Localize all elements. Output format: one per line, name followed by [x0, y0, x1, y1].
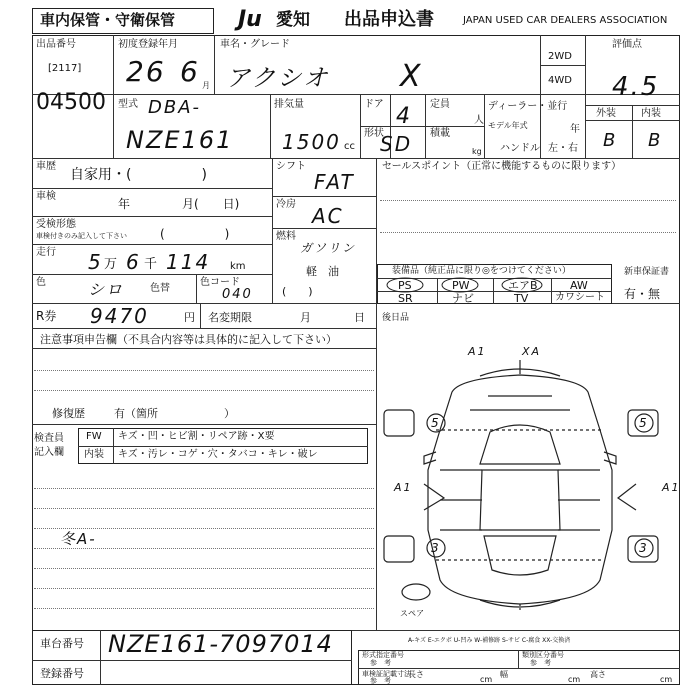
name-change-day: 日 — [354, 311, 365, 324]
capacity-unit: 人 — [474, 115, 484, 126]
inspector-handwritten: 冬A- — [60, 530, 97, 548]
equipment-label: 装備品（純正品に限り◎をつけてください） — [392, 266, 571, 276]
damage-mark-left-side: A1 — [394, 481, 413, 494]
load-unit: kg — [472, 147, 482, 156]
name-change-month: 月 — [300, 311, 311, 324]
equip-airbag: エアB — [508, 279, 538, 292]
length-unit: cm — [480, 675, 493, 684]
repair-label: 修復歴 — [52, 407, 85, 420]
interior-score: B — [648, 130, 663, 151]
size-label: 車検証記載寸法 — [362, 670, 411, 678]
damage-mark-wheel-3-right: 3 — [639, 541, 649, 555]
drive-2wd: 2WD — [548, 51, 572, 62]
warranty-options: 有・無 — [624, 287, 661, 301]
car-name-label: 車名・グレード — [220, 39, 290, 50]
name-change-label: 名変期限 — [208, 311, 252, 324]
shape-number-ref: 参 考 — [370, 659, 391, 667]
equip-pw: PW — [452, 279, 470, 292]
inspection-label: 車検 — [36, 191, 56, 202]
chassis-number: NZE161-7097014 — [108, 630, 333, 658]
model-label: 型式 — [118, 99, 138, 110]
model-year-label: モデル年式 — [488, 121, 528, 130]
model-code: NZE161 — [126, 126, 234, 154]
first-reg-month-unit: 月 — [202, 81, 210, 90]
recycle-label: R券 — [36, 309, 57, 323]
mileage-label: 走行 — [36, 247, 56, 258]
inspection-month-unit: 月( 日) — [182, 197, 240, 211]
score-label: 評価点 — [612, 39, 642, 50]
damage-mark-right-side: A1 — [662, 481, 681, 494]
reception-note: 車検付きのみ記入して下さい — [36, 232, 127, 240]
logo-place: 愛知 — [276, 10, 310, 30]
exterior-label: 外装 — [596, 108, 616, 119]
color-value: シロ — [88, 280, 125, 299]
reception-label: 受検形態 — [36, 219, 76, 230]
shift-label: シフト — [276, 161, 306, 172]
dealer-label: ディーラー・並行 — [488, 101, 568, 112]
spare-label: スペア — [400, 609, 424, 618]
english-title: JAPAN USED CAR DEALERS ASSOCIATION — [463, 15, 668, 26]
exterior-score: B — [603, 130, 618, 151]
height-unit: cm — [660, 675, 673, 684]
equip-navi: ナビ — [452, 292, 474, 305]
shape-number-label: 形式指定番号 — [362, 651, 404, 659]
car-grade-value: X — [400, 59, 423, 94]
length-label: 長さ — [408, 670, 424, 679]
ac-value: AC — [312, 204, 344, 228]
size-ref: 参 考 — [370, 677, 391, 685]
damage-mark-wheel-5-left: 5 — [431, 416, 441, 430]
model-year-unit: 年 — [570, 124, 580, 135]
inspector-interior-label: 内装 — [84, 449, 104, 460]
car-name-value: アクシオ — [226, 64, 330, 92]
drive-4wd: 4WD — [548, 75, 572, 86]
registration-label: 登録番号 — [40, 667, 84, 680]
damage-mark-wheel-3-left: 3 — [431, 541, 441, 555]
displacement-unit: cc — [344, 141, 355, 152]
interior-label: 内装 — [641, 108, 661, 119]
form-title: 出品申込書 — [344, 9, 434, 30]
ju-logo: Ju — [238, 7, 262, 32]
rear-item-label: 後日品 — [382, 313, 410, 323]
mileage-rest: 114 — [166, 250, 211, 274]
shift-value: FAT — [314, 170, 355, 194]
damage-mark-front-a: A1 — [468, 345, 487, 358]
capacity-label: 定員 — [430, 99, 450, 110]
door-value: 4 — [396, 104, 412, 129]
first-reg-label: 初度登録年月 — [118, 39, 178, 50]
load-label: 積載 — [430, 128, 450, 139]
score-value: 4.5 — [612, 72, 660, 102]
category-number-label: 類別区分番号 — [522, 651, 564, 659]
first-reg-year: 26 — [126, 55, 166, 88]
history-label: 車歴 — [36, 161, 56, 172]
displacement-label: 排気量 — [274, 99, 304, 110]
fuel-gasoline: ガソリン — [300, 241, 357, 255]
recycle-unit: 円 — [184, 311, 195, 324]
height-label: 高さ — [590, 670, 606, 679]
inspector-interior-row: キズ・汚レ・コゲ・穴・タバコ・キレ・破レ — [118, 449, 318, 460]
storage-label: 車内保管・守衛保管 — [40, 11, 176, 29]
lot-label: 出品番号 — [36, 39, 76, 50]
mileage-sen-unit: 千 — [144, 257, 158, 272]
category-number-ref: 参 考 — [530, 659, 551, 667]
door-label: ドア — [364, 99, 384, 110]
notes-label: 注意事項申告欄（不具合内容等は具体的に記入して下さい） — [40, 333, 337, 346]
inspection-year-unit: 年 — [118, 197, 131, 211]
recycle-value: 9470 — [90, 304, 149, 328]
mileage-sen: 6 — [126, 250, 141, 274]
history-value: 自家用・( ) — [70, 167, 207, 183]
mileage-man: 5 — [88, 250, 103, 274]
lot-number: 04500 — [36, 90, 106, 115]
color-change-label: 色替 — [150, 283, 170, 294]
model-prefix: DBA- — [148, 97, 202, 118]
equip-tv: TV — [514, 292, 529, 305]
fuel-label: 燃料 — [276, 231, 296, 242]
damage-legend: A-キズ E-エクボ U-凹み W-補修跡 S-サビ C-腐食 XX-交換済 — [408, 637, 571, 644]
shape-label: 形状 — [364, 128, 384, 139]
displacement-value: 1500 — [282, 130, 341, 154]
inspector-label-2: 記入欄 — [34, 447, 64, 458]
repair-value: 有（箇所 ） — [114, 407, 235, 420]
mileage-unit: km — [230, 261, 246, 272]
inspector-label-1: 検査員 — [34, 433, 64, 444]
inspector-fw-label: FW — [86, 431, 102, 442]
color-code-value: 040 — [222, 287, 253, 302]
lot-bracket-number: [2117] — [48, 63, 82, 74]
ac-label: 冷房 — [276, 199, 296, 210]
fuel-diesel: 軽 油 — [306, 265, 339, 278]
chassis-label: 車台番号 — [40, 637, 84, 650]
inspector-fw-row: キズ・凹・ヒビ割・リペア跡・X要 — [118, 431, 275, 442]
color-label: 色 — [36, 277, 46, 288]
sales-point-label: セールスポイント（正常に機能するものに限ります） — [382, 161, 622, 172]
equip-leather: カワシート — [555, 292, 605, 303]
damage-mark-wheel-5-right: 5 — [639, 416, 649, 430]
reception-paren: ( ) — [160, 227, 230, 241]
handle-options: 左・右 — [548, 143, 578, 154]
width-label: 幅 — [500, 670, 508, 679]
handle-label: ハンドル — [500, 143, 540, 154]
fuel-paren: ( ) — [282, 285, 313, 298]
mileage-man-unit: 万 — [104, 257, 118, 272]
equip-aw: AW — [570, 279, 588, 292]
first-reg-month: 6 — [180, 55, 200, 88]
color-code-label: 色コード — [200, 277, 240, 288]
width-unit: cm — [568, 675, 581, 684]
warranty-label: 新車保証書 — [624, 267, 670, 277]
shape-value: SD — [380, 132, 413, 156]
damage-mark-front-xa: XA — [522, 345, 542, 358]
equip-ps: PS — [398, 279, 412, 292]
equip-sr: SR — [398, 292, 413, 305]
